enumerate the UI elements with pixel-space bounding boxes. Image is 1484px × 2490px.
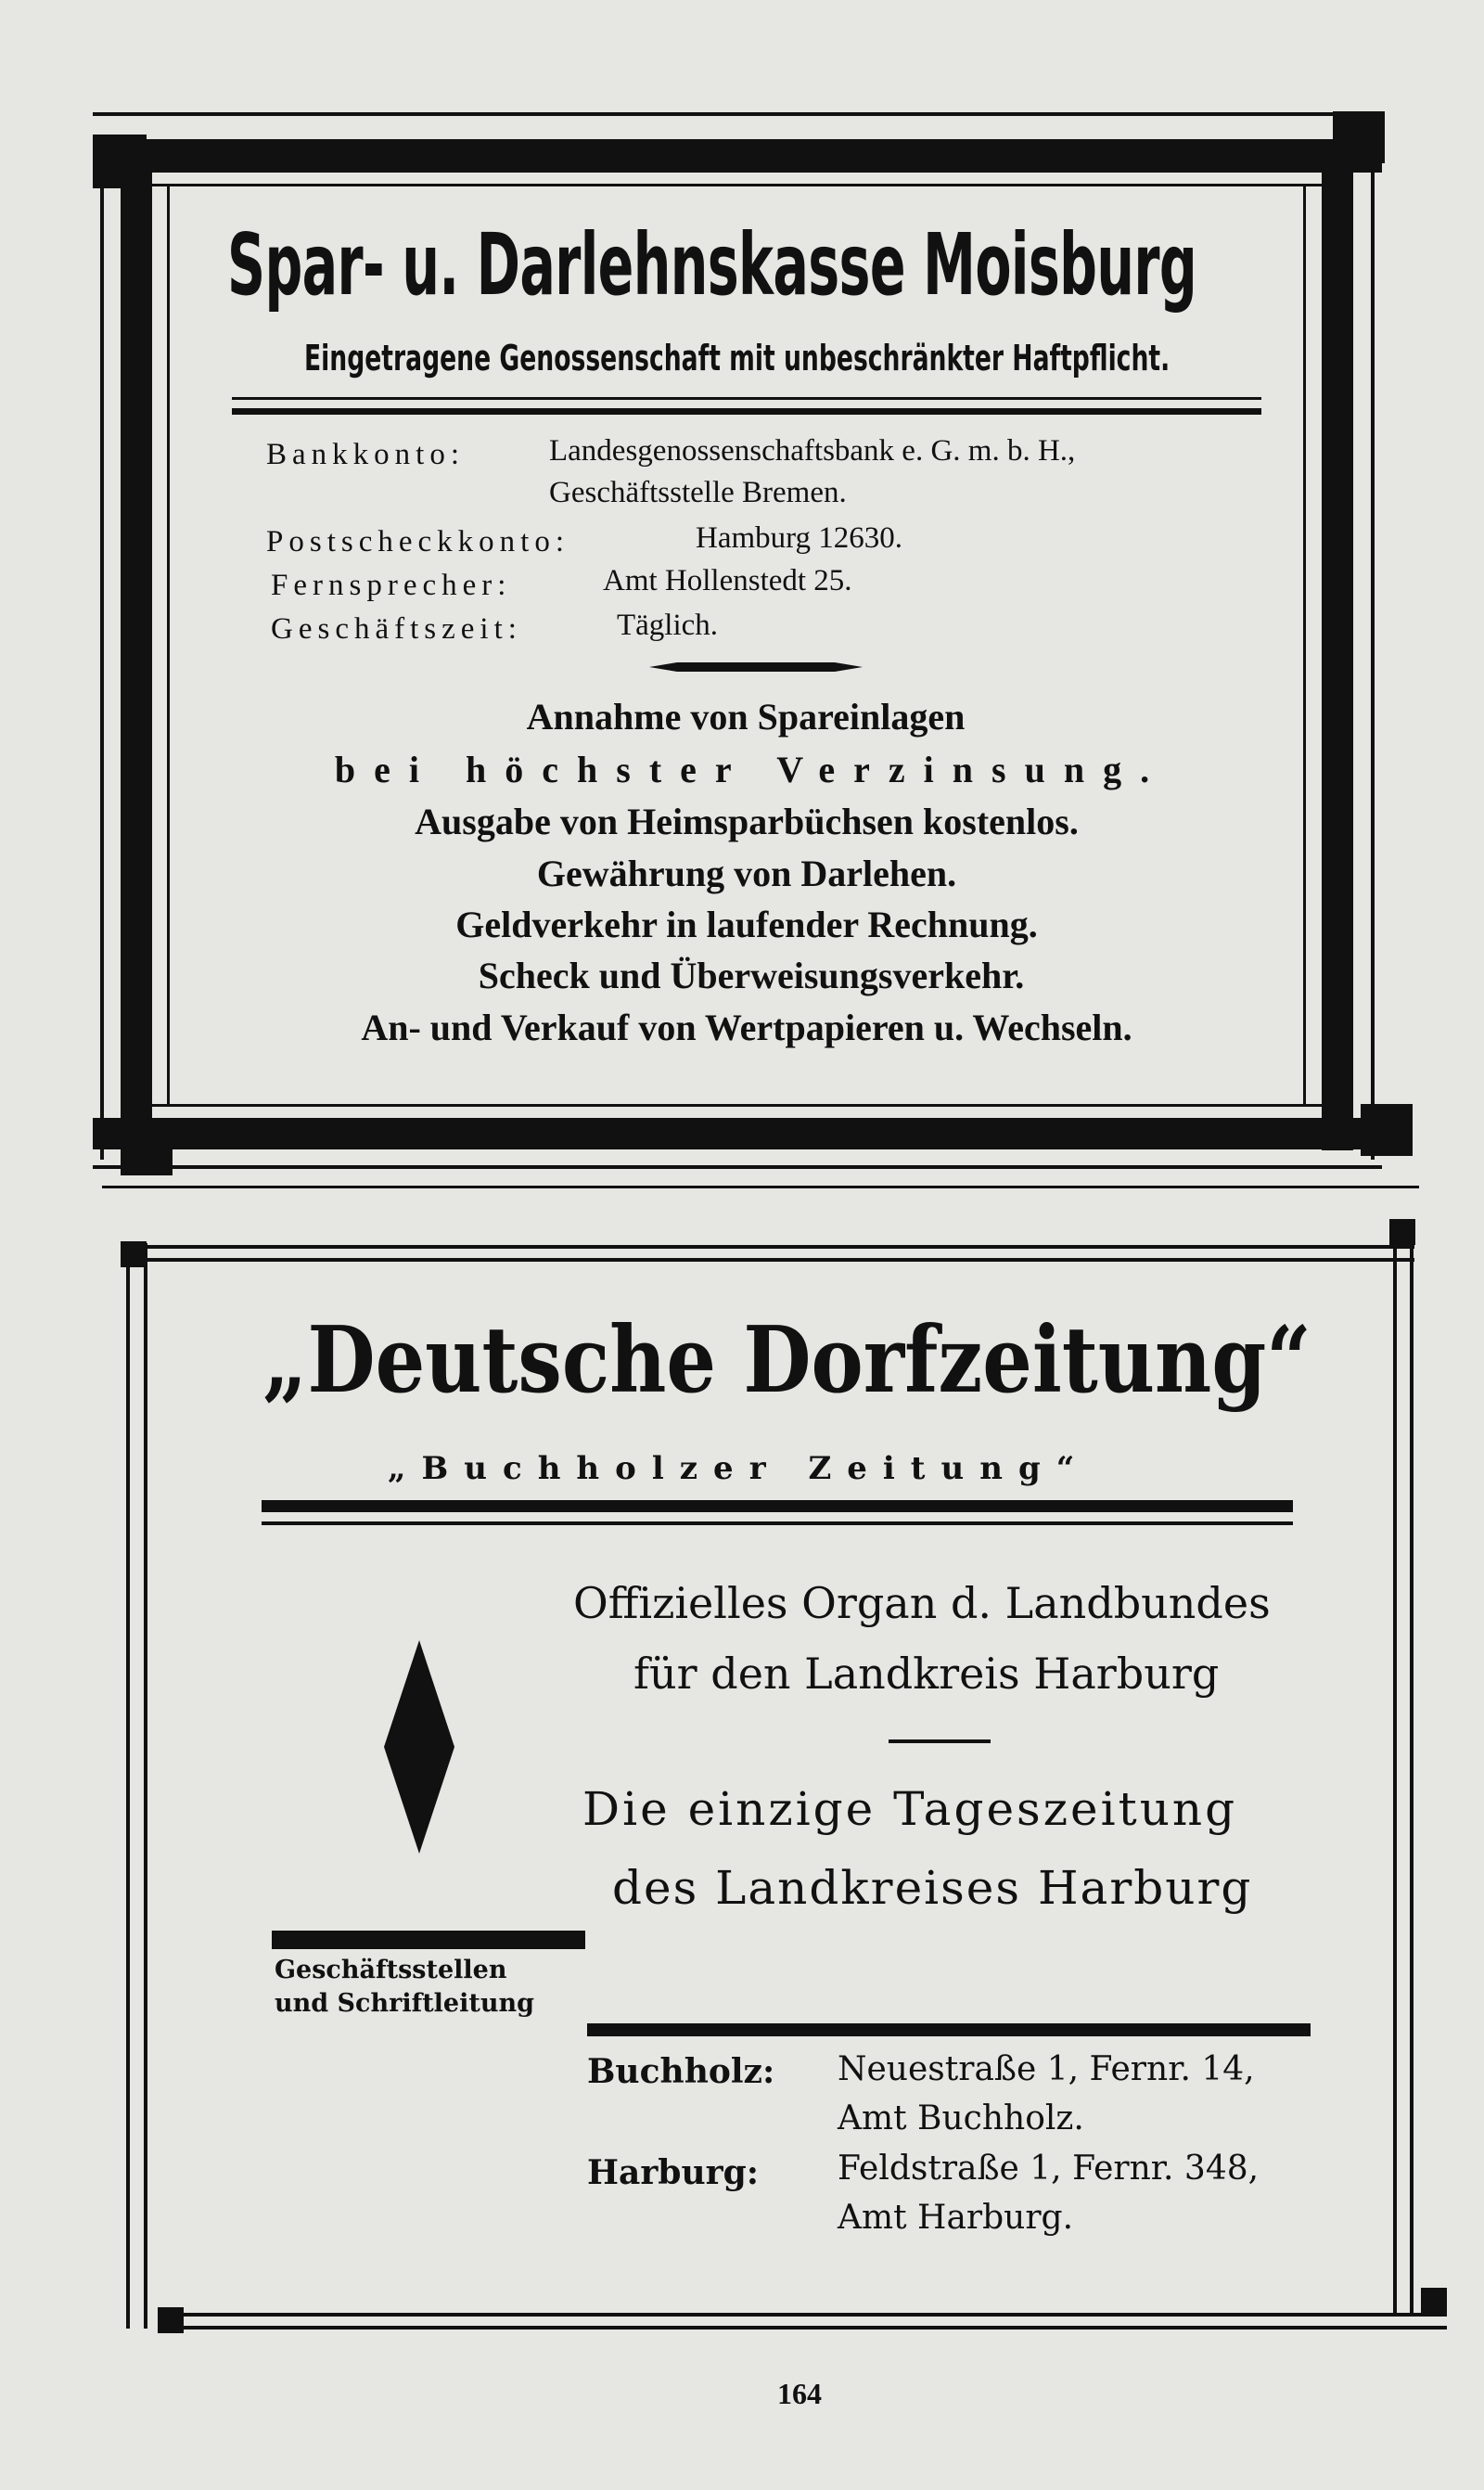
corner-square [1421, 2288, 1447, 2314]
info-value: Hamburg 12630. [696, 521, 903, 555]
service-line: Geldverkehr in laufender Rechnung. [455, 904, 1038, 945]
corner-square [121, 1123, 173, 1175]
corner-square [93, 135, 147, 188]
info-value: Täglich. [617, 609, 719, 642]
divider [232, 397, 1261, 400]
offices-heading: und Schriftleitung [275, 1989, 534, 2018]
address-line: Amt Harburg. [838, 2199, 1074, 2237]
ad2-line: Offizielles Organ d. Landbundes [573, 1578, 1271, 1628]
heading-bar [272, 1931, 585, 1949]
address-label: Buchholz: [587, 2052, 775, 2091]
info-value: Landesgenossenschaftsbank e. G. m. b. H., [549, 434, 1076, 468]
frame-line [158, 2313, 1447, 2317]
frame-bar [93, 139, 1382, 173]
corner-square [1333, 111, 1385, 163]
page-number: 164 [777, 2377, 822, 2410]
service-line: An- und Verkauf von Wertpapieren u. Wechseln. [361, 1007, 1132, 1048]
frame-line [93, 1165, 1382, 1169]
diamond-icon [382, 1640, 456, 1854]
frame-line [126, 1243, 130, 2329]
info-label: Postscheckkonto: [266, 525, 569, 558]
ad2-line: des Landkreises Harburg [612, 1861, 1253, 1915]
service-line: Annahme von Spareinlagen [526, 696, 966, 738]
offices-heading: Geschäftsstellen [275, 1956, 507, 1984]
divider [262, 1500, 1293, 1512]
service-line: Scheck und Überweisungsverkehr. [478, 955, 1025, 996]
frame-line [121, 1245, 1414, 1249]
frame-line [100, 139, 104, 1160]
frame-line [144, 1243, 147, 2329]
frame-line [1410, 1225, 1414, 2315]
frame-line [139, 1104, 1334, 1107]
info-label: Geschäftszeit: [271, 612, 522, 646]
frame-line [93, 112, 1382, 116]
service-line: bei höchster Verzinsung. [334, 749, 1169, 790]
info-label: Bankkonto: [266, 438, 465, 471]
frame-line [158, 2326, 1447, 2330]
address-line: Feldstraße 1, Fernr. 348, [838, 2150, 1260, 2188]
separator [102, 1186, 1419, 1188]
frame-bar [1322, 139, 1353, 1150]
service-line: Gewährung von Darlehen. [536, 853, 957, 894]
ad2-line: für den Landkreis Harburg [633, 1649, 1220, 1699]
ad1-title: Spar- u. Darlehnskasse Moisburg [227, 215, 1197, 314]
frame-bar [93, 1118, 1382, 1149]
address-rule [587, 2023, 1311, 2036]
short-rule [889, 1739, 991, 1743]
frame-line [1393, 1225, 1397, 2315]
divider [232, 408, 1261, 415]
divider [262, 1521, 1293, 1525]
info-label: Fernsprecher: [271, 569, 512, 602]
info-value: Amt Hollenstedt 25. [603, 564, 852, 597]
ad1-subtitle: Eingetragene Genossenschaft mit unbeschränkter Haftpflicht. [304, 338, 1171, 379]
address-line: Neuestraße 1, Fernr. 14, [838, 2050, 1255, 2088]
frame-line [139, 184, 1334, 186]
corner-square [1361, 1104, 1413, 1156]
address-line: Amt Buchholz. [838, 2099, 1084, 2137]
frame-bar [121, 139, 152, 1150]
ad2-subtitle: „Buchholzer Zeitung“ [388, 1450, 1091, 1487]
frame-line [1371, 112, 1375, 1160]
service-line: Ausgabe von Heimsparbüchsen kostenlos. [415, 801, 1079, 842]
address-label: Harburg: [587, 2153, 760, 2192]
tapered-rule [649, 661, 863, 674]
ad2-line: Die einzige Tageszeitung [582, 1782, 1238, 1836]
info-value: Geschäftsstelle Bremen. [549, 476, 847, 509]
frame-line [121, 1258, 1414, 1262]
ad2-title: „Deutsche Dorfzeitung“ [262, 1307, 1311, 1414]
